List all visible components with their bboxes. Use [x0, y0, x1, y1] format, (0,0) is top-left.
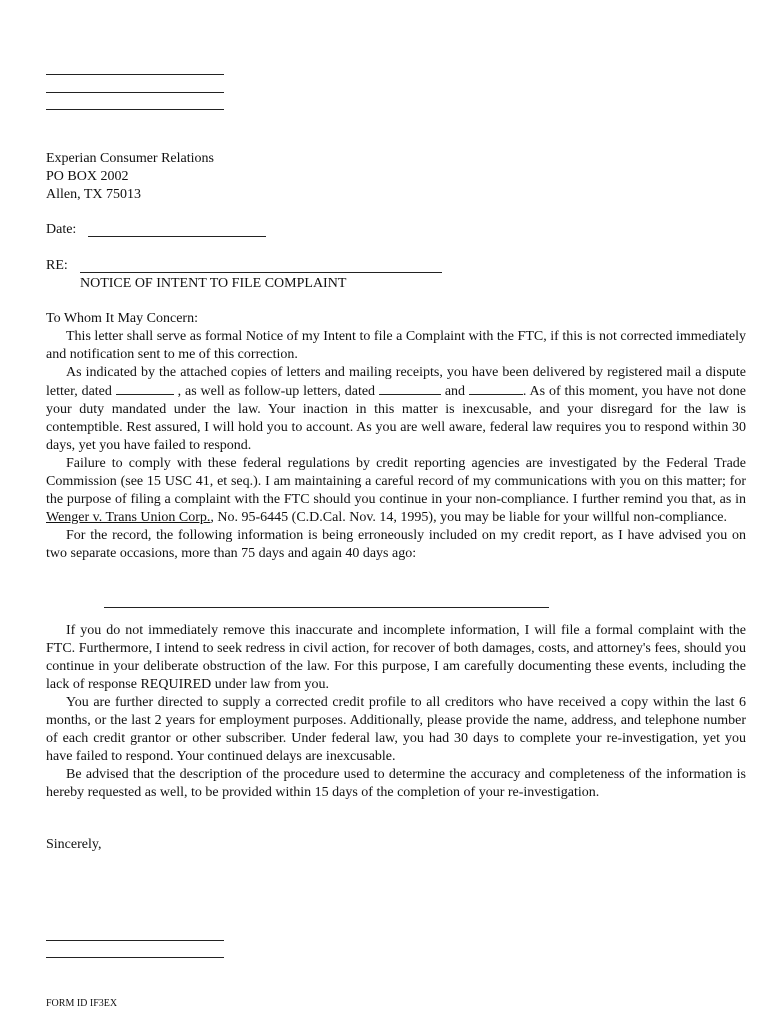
date-label: Date: [46, 222, 77, 237]
case-citation: Wenger v. Trans Union Corp. [46, 510, 211, 525]
sender-line-1[interactable] [46, 74, 224, 75]
date-field[interactable] [88, 236, 266, 237]
recipient-name: Experian Consumer Relations [46, 151, 214, 166]
paragraph-procedure: Be advised that the description of the procedure used to determine the accuracy and completeness of the information is hereby requested as well, to be provided within 15 days of the completion of your re-investigation. [46, 767, 746, 800]
re-label: RE: [46, 258, 68, 273]
recipient-address-1: PO BOX 2002 [46, 169, 129, 184]
re-field[interactable] [80, 272, 442, 273]
sender-line-2[interactable] [46, 92, 224, 93]
dispute-text-a: As indicated by the attached copies of letters and mailing receipts, you have been delivered by registered mail a dispute letter, dated [46, 365, 746, 399]
paragraph-record: For the record, the following information is being erroneously included on my credit report, as I have advised you on two separate occasions, more than 75 days and again 40 days ago: [46, 528, 746, 561]
ftc-text-b: , No. 95-6445 (C.D.Cal. Nov. 14, 1995), you may be liable for your willful non-compliance. [210, 510, 728, 525]
ftc-text-a: Failure to comply with these federal regulations by credit reporting agencies are investigated by the Federal Trade Commission (see 15 USC 41, et seq.). I am maintaining a careful record of my communications with you on this matter; for the purpose of filing a complaint with the FTC should you continue in your non-compliance. I further remind you that, as in [46, 456, 746, 507]
salutation: To Whom It May Concern: [46, 311, 198, 326]
sender-line-3[interactable] [46, 109, 224, 110]
paragraph-dispute [46, 364, 746, 455]
closing: Sincerely, [46, 837, 102, 852]
recipient-address-2: Allen, TX 75013 [46, 187, 142, 202]
dispute-text-d: . As of this moment, you have not done your duty mandated under the law. Your inaction in this matter is inexcusable, and your disregard for the law is contemptible. Rest assured, I will hold you to account. As you are well aware, federal law requires you to respond within 30 days, yet you have failed to respond. [46, 384, 746, 453]
paragraph-ftc [46, 455, 746, 527]
erroneous-info-field[interactable] [104, 607, 549, 608]
followup-date-field-2[interactable] [469, 382, 523, 395]
letter-body-2 [46, 622, 746, 802]
subject-line: NOTICE OF INTENT TO FILE COMPLAINT [80, 276, 347, 291]
dispute-date-field[interactable] [116, 382, 174, 395]
dispute-text-b: , as well as follow-up letters, dated [177, 384, 376, 399]
followup-date-field-1[interactable] [379, 382, 441, 395]
paragraph-notice: This letter shall serve as formal Notice of my Intent to file a Complaint with the FTC, if this is not corrected immediately and notification sent to me of this correction. [46, 329, 746, 362]
dispute-text-c: and [444, 384, 466, 399]
paragraph-complaint: If you do not immediately remove this inaccurate and incomplete information, I will file a formal complaint with the FTC. Furthermore, I intend to seek redress in civil action, for recover of both damages, costs, and attorney's fees, should you continue in your deliberate obstruction of the law. For this purpose, I am carefully documenting these events, including the lack of response REQUIRED under law from you. [46, 623, 746, 692]
signature-line-2[interactable] [46, 957, 224, 958]
paragraph-corrected-profile: You are further directed to supply a corrected credit profile to all creditors who have received a copy within the last 6 months, or the last 2 years for employment purposes. Additionally, please provide the name, address, and telephone number of each credit grantor or other subscriber. Under federal law, you had 30 days to complete your re-investigation, yet you have failed to respond. Your continued delays are inexcusable. [46, 695, 746, 764]
signature-line-1[interactable] [46, 940, 224, 941]
form-id: FORM ID IF3EX [46, 998, 118, 1009]
letter-body-1 [46, 310, 746, 563]
